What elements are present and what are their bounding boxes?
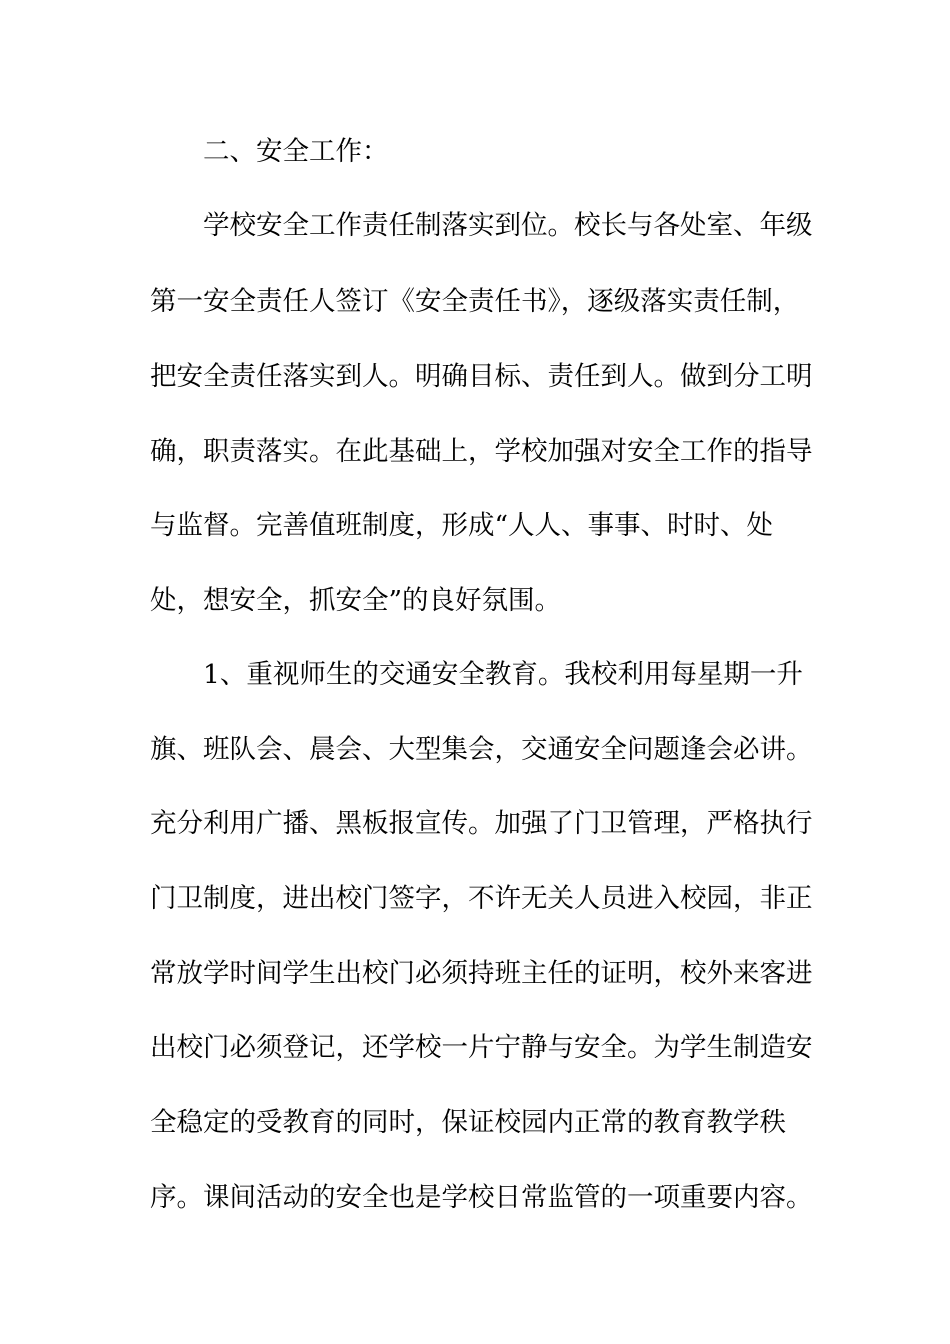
- paragraph-line: 全稳定的受教育的同时，保证校园内正常的教育教学秩: [150, 1107, 786, 1138]
- paragraph-line: 序。课间活动的安全也是学校日常监管的一项重要内容。: [150, 1182, 813, 1213]
- paragraph-line: 学校安全工作责任制落实到位。校长与各处室、年级: [203, 210, 813, 241]
- paragraph-line: 处，想安全，抓安全”的良好氛围。: [150, 585, 562, 616]
- paragraph-line: 与监督。完善值班制度，形成“人人、事事、时时、处: [150, 510, 774, 541]
- paragraph-line: 出校门必须登记，还学校一片宁静与安全。为学生制造安: [150, 1032, 813, 1063]
- paragraph-line: 旗、班队会、晨会、大型集会，交通安全问题逢会必讲。: [150, 734, 813, 765]
- paragraph-line: 门卫制度，进出校门签字，不许无关人员进入校园，非正: [150, 883, 813, 914]
- paragraph-line: 1、重视师生的交通安全教育。我校利用每星期一升: [203, 659, 803, 690]
- paragraph-line: 常放学时间学生出校门必须持班主任的证明，校外来客进: [150, 958, 813, 989]
- paragraph-line: 确，职责落实。在此基础上，学校加强对安全工作的指导: [150, 436, 813, 467]
- section-heading: 二、安全工作：: [203, 136, 389, 167]
- paragraph-line: 把安全责任落实到人。明确目标、责任到人。做到分工明: [150, 361, 813, 392]
- paragraph-line: 充分利用广播、黑板报宣传。加强了门卫管理，严格执行: [150, 808, 813, 839]
- paragraph-line: 第一安全责任人签订《安全责任书》，逐级落实责任制，: [150, 286, 800, 317]
